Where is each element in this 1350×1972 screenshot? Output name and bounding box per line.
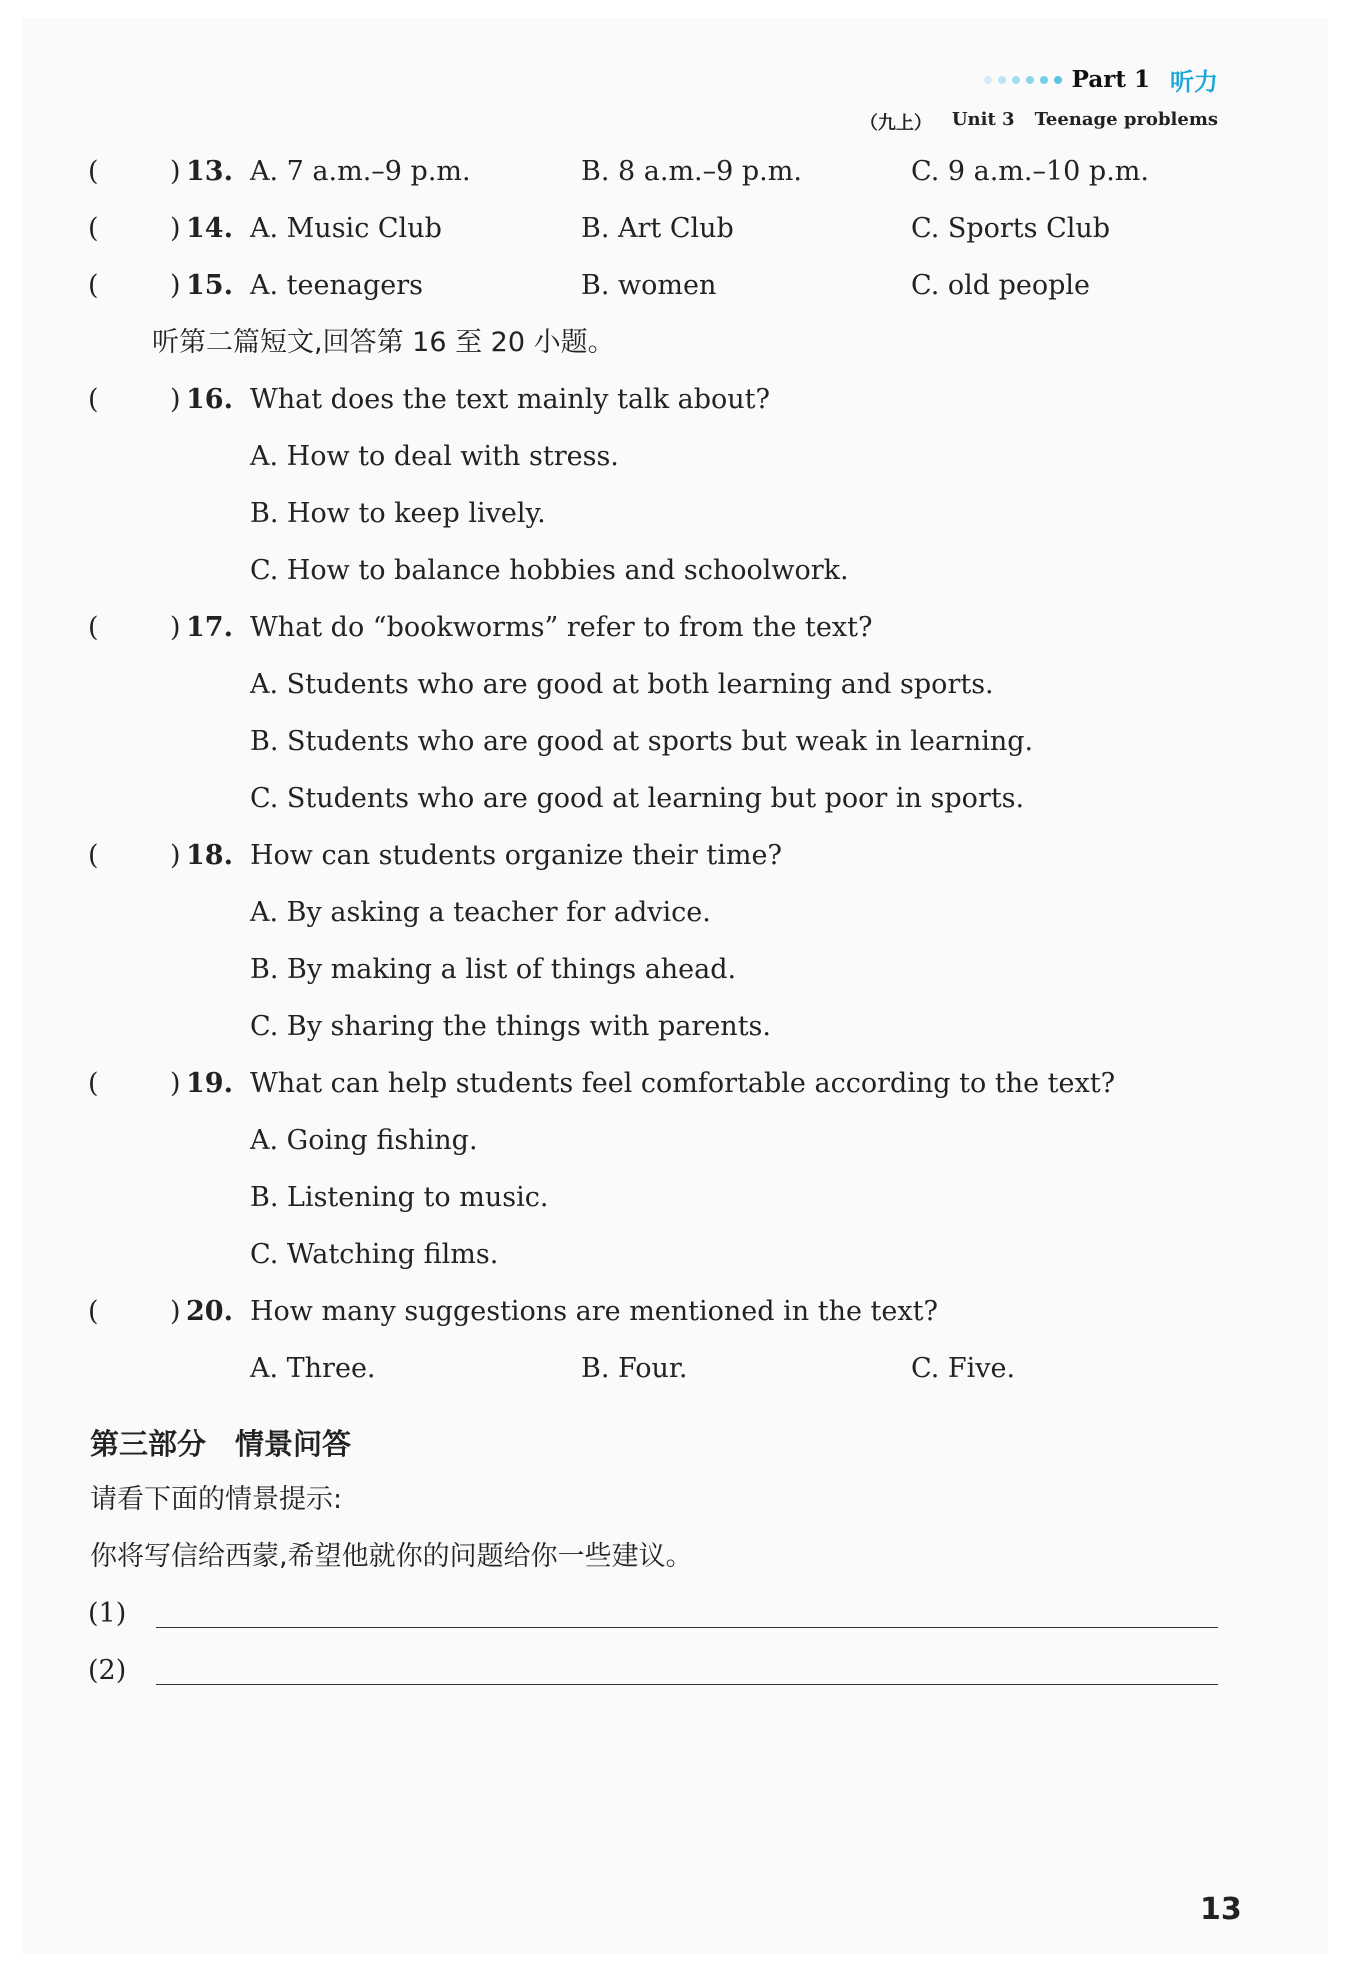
question-number: 14.: [186, 213, 233, 244]
unit-label: Unit 3: [951, 109, 1015, 130]
answer-blank-close: ): [170, 384, 181, 415]
answer-blank-open[interactable]: (: [88, 156, 99, 187]
question-text: How many suggestions are mentioned in the text?: [250, 1296, 938, 1327]
question-number: 18.: [186, 840, 233, 871]
part3-prompt: 请看下面的情景提示:: [90, 1484, 343, 1515]
writing-line[interactable]: [156, 1684, 1218, 1685]
option-c: C. old people: [911, 270, 1091, 301]
option-b: B. By making a list of things ahead.: [250, 954, 737, 985]
page-header: [860, 62, 1218, 135]
topic-label: Teenage problems: [1034, 109, 1218, 130]
answer-line-1[interactable]: [88, 1594, 1218, 1634]
answer-blank-close: ): [170, 270, 181, 301]
blank-label: (1): [88, 1598, 127, 1629]
option-b: B. 8 a.m.–9 p.m.: [581, 156, 802, 187]
option-a: A. Music Club: [250, 213, 442, 244]
option-c: C. Watching films.: [250, 1239, 499, 1270]
part3-heading: 第三部分 情景问答: [90, 1427, 352, 1461]
question-number: 20.: [186, 1296, 233, 1327]
answer-blank-open[interactable]: (: [88, 612, 99, 643]
answer-blank-open[interactable]: (: [88, 1296, 99, 1327]
question-20-options: [0, 1349, 1350, 1389]
answer-blank-open[interactable]: (: [88, 213, 99, 244]
question-number: 13.: [186, 156, 233, 187]
option-a: A. teenagers: [250, 270, 423, 301]
option-c: C. Five.: [911, 1353, 1016, 1384]
option-b: B. Art Club: [581, 213, 734, 244]
blank-label: (2): [88, 1655, 127, 1686]
option-a: A. 7 a.m.–9 p.m.: [250, 156, 471, 187]
question-number: 19.: [186, 1068, 233, 1099]
option-c: C. Students who are good at learning but poor in sports.: [250, 783, 1025, 814]
grade-label: （九上）: [859, 113, 932, 134]
question-20: [0, 1292, 1350, 1332]
answer-blank-close: ): [170, 156, 181, 187]
option-a: A. Going fishing.: [250, 1125, 478, 1156]
question-number: 16.: [186, 384, 233, 415]
option-a: A. By asking a teacher for advice.: [250, 897, 711, 928]
writing-line[interactable]: [156, 1627, 1218, 1628]
option-c: C. 9 a.m.–10 p.m.: [911, 156, 1149, 187]
answer-blank-close: ): [170, 612, 181, 643]
option-b: B. Listening to music.: [250, 1182, 549, 1213]
option-b: B. How to keep lively.: [250, 498, 546, 529]
part3-scenario: 你将写信给西蒙,希望他就你的问题给你一些建议。: [90, 1541, 693, 1572]
answer-blank-open[interactable]: (: [88, 1068, 99, 1099]
question-17: [0, 608, 1350, 648]
answer-blank-close: ): [170, 1296, 181, 1327]
answer-blank-open[interactable]: (: [88, 840, 99, 871]
question-text: What can help students feel comfortable according to the text?: [250, 1068, 1116, 1099]
question-number: 17.: [186, 612, 233, 643]
passage-instruction: 听第二篇短文,回答第 16 至 20 小题。: [152, 327, 615, 358]
answer-blank-open[interactable]: (: [88, 384, 99, 415]
question-16: [0, 380, 1350, 420]
section-label: 听力: [1170, 68, 1218, 96]
question-18: [0, 836, 1350, 876]
option-b: B. Students who are good at sports but weak in learning.: [250, 726, 1034, 757]
answer-blank-close: ): [170, 1068, 181, 1099]
question-13: [0, 152, 1350, 192]
option-c: C. How to balance hobbies and schoolwork.: [250, 555, 849, 586]
option-c: C. By sharing the things with parents.: [250, 1011, 771, 1042]
page-number: 13: [1200, 1892, 1242, 1927]
answer-line-2[interactable]: [88, 1651, 1218, 1691]
part-label: Part 1: [1071, 66, 1150, 93]
question-number: 15.: [186, 270, 233, 301]
option-a: A. Students who are good at both learning and sports.: [250, 669, 994, 700]
option-c: C. Sports Club: [911, 213, 1111, 244]
option-a: A. Three.: [250, 1353, 376, 1384]
question-19: [0, 1064, 1350, 1104]
answer-blank-close: ): [170, 213, 181, 244]
answer-blank-close: ): [170, 840, 181, 871]
question-text: What do “bookworms” refer to from the text?: [250, 612, 873, 643]
question-text: How can students organize their time?: [250, 840, 782, 871]
question-15: [0, 266, 1350, 306]
option-a: A. How to deal with stress.: [250, 441, 619, 472]
decorative-dots-icon: [984, 76, 1062, 84]
option-b: B. Four.: [581, 1353, 688, 1384]
option-b: B. women: [581, 270, 717, 301]
question-text: What does the text mainly talk about?: [250, 384, 770, 415]
question-14: [0, 209, 1350, 249]
answer-blank-open[interactable]: (: [88, 270, 99, 301]
